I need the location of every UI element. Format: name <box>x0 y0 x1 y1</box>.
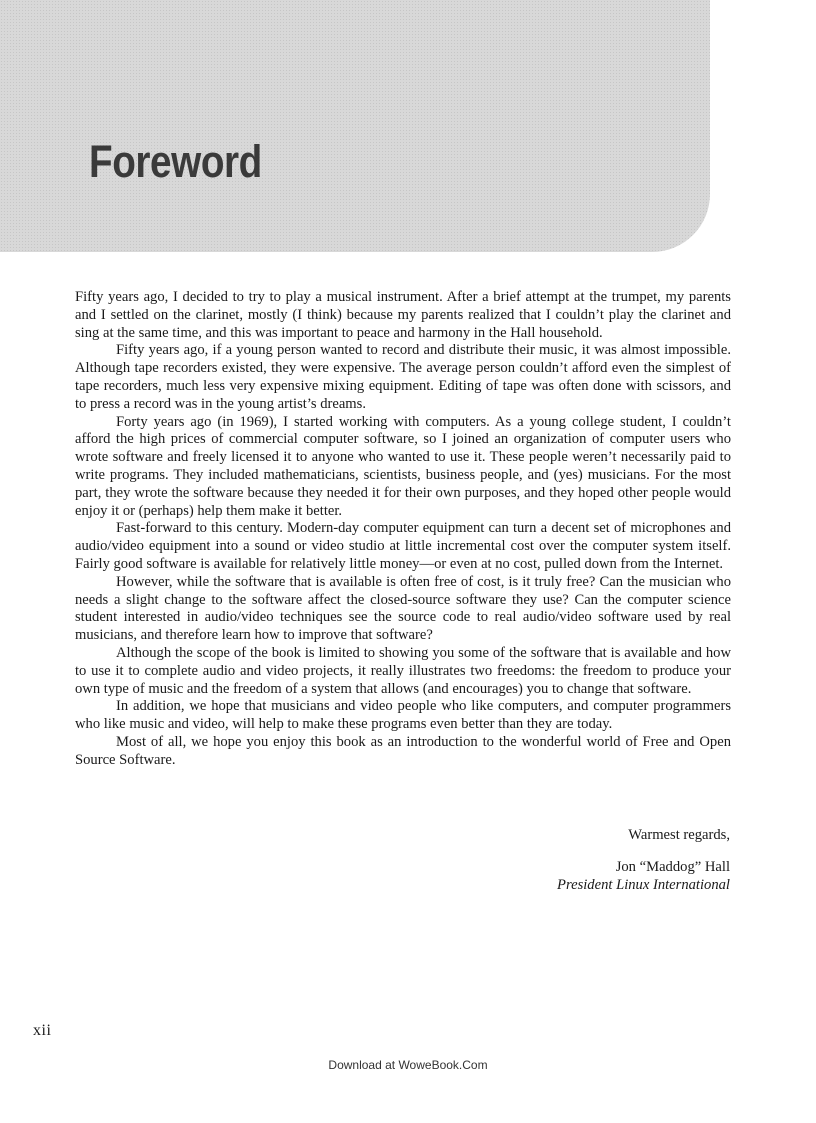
author-title: President Linux International <box>557 876 730 893</box>
footer-watermark: Download at WoweBook.Com <box>328 1058 488 1072</box>
chapter-title: Foreword <box>89 136 262 187</box>
paragraph: In addition, we hope that musicians and video people who like computers, and computer programmers who like music and video, will help to make these programs even better than they are today. <box>75 698 731 733</box>
paragraph: However, while the software that is available is often free of cost, is it truly free? Can the musician who needs a slight change to the software affect the closed-source software they use? Can the computer science student interested in audio/video techniques see the source code to real audio/video software used by real musicians, and therefore learn how to improve that software? <box>75 573 731 644</box>
signature-block <box>557 827 730 894</box>
paragraph: Fifty years ago, if a young person wanted to record and distribute their music, it was almost impossible. Although tape recorders existed, they were expensive. The average person couldn’t afford even the simplest of tape recorders, much less very expensive mixing equipment. Editing of tape was often done with scissors, and to press a record was in the young artist’s dreams. <box>75 342 731 412</box>
author-name: Jon “Maddog” Hall <box>615 858 730 875</box>
paragraph: Fifty years ago, I decided to try to play a musical instrument. After a brief attempt at the trumpet, my parents and I settled on the clarinet, mostly (I think) because my parents realized that I couldn’t play the clarinet and sing at the same time, and this was important to peace and harmony in the Hall household. <box>75 289 731 341</box>
chapter-header-band <box>0 0 710 252</box>
page-number: xii <box>33 1022 52 1039</box>
closing-salutation: Warmest regards, <box>628 827 730 843</box>
paragraph: Forty years ago (in 1969), I started working with computers. As a young college student, I couldn’t afford the high prices of commercial computer software, so I joined an organization of computer users who wrote software and freely licensed it to anyone who wanted to use it. These people weren’t necessarily paid to write programs. They included mathematicians, scientists, business people, and (yes) musicians. For the most part, they wrote the software because they needed it for their own purposes, and they hoped other people would enjoy it or (perhaps) help them make it better. <box>75 413 731 519</box>
paragraph: Most of all, we hope you enjoy this book as an introduction to the wonderful world of Free and Open Source Software. <box>75 733 731 768</box>
paragraph: Although the scope of the book is limited to showing you some of the software that is available and how to use it to complete audio and video projects, it really illustrates two freedoms: the freedom to produce your own type of music and the freedom of a system that allows (and encourages) you to change that software. <box>75 644 731 697</box>
foreword-body <box>75 289 731 770</box>
paragraph: Fast-forward to this century. Modern-day computer equipment can turn a decent set of microphones and audio/video equipment into a sound or video studio at little incremental cost over the computer system itself. Fairly good software is available for relatively little money—or even at no cost, pulled down from the Internet. <box>75 520 731 572</box>
